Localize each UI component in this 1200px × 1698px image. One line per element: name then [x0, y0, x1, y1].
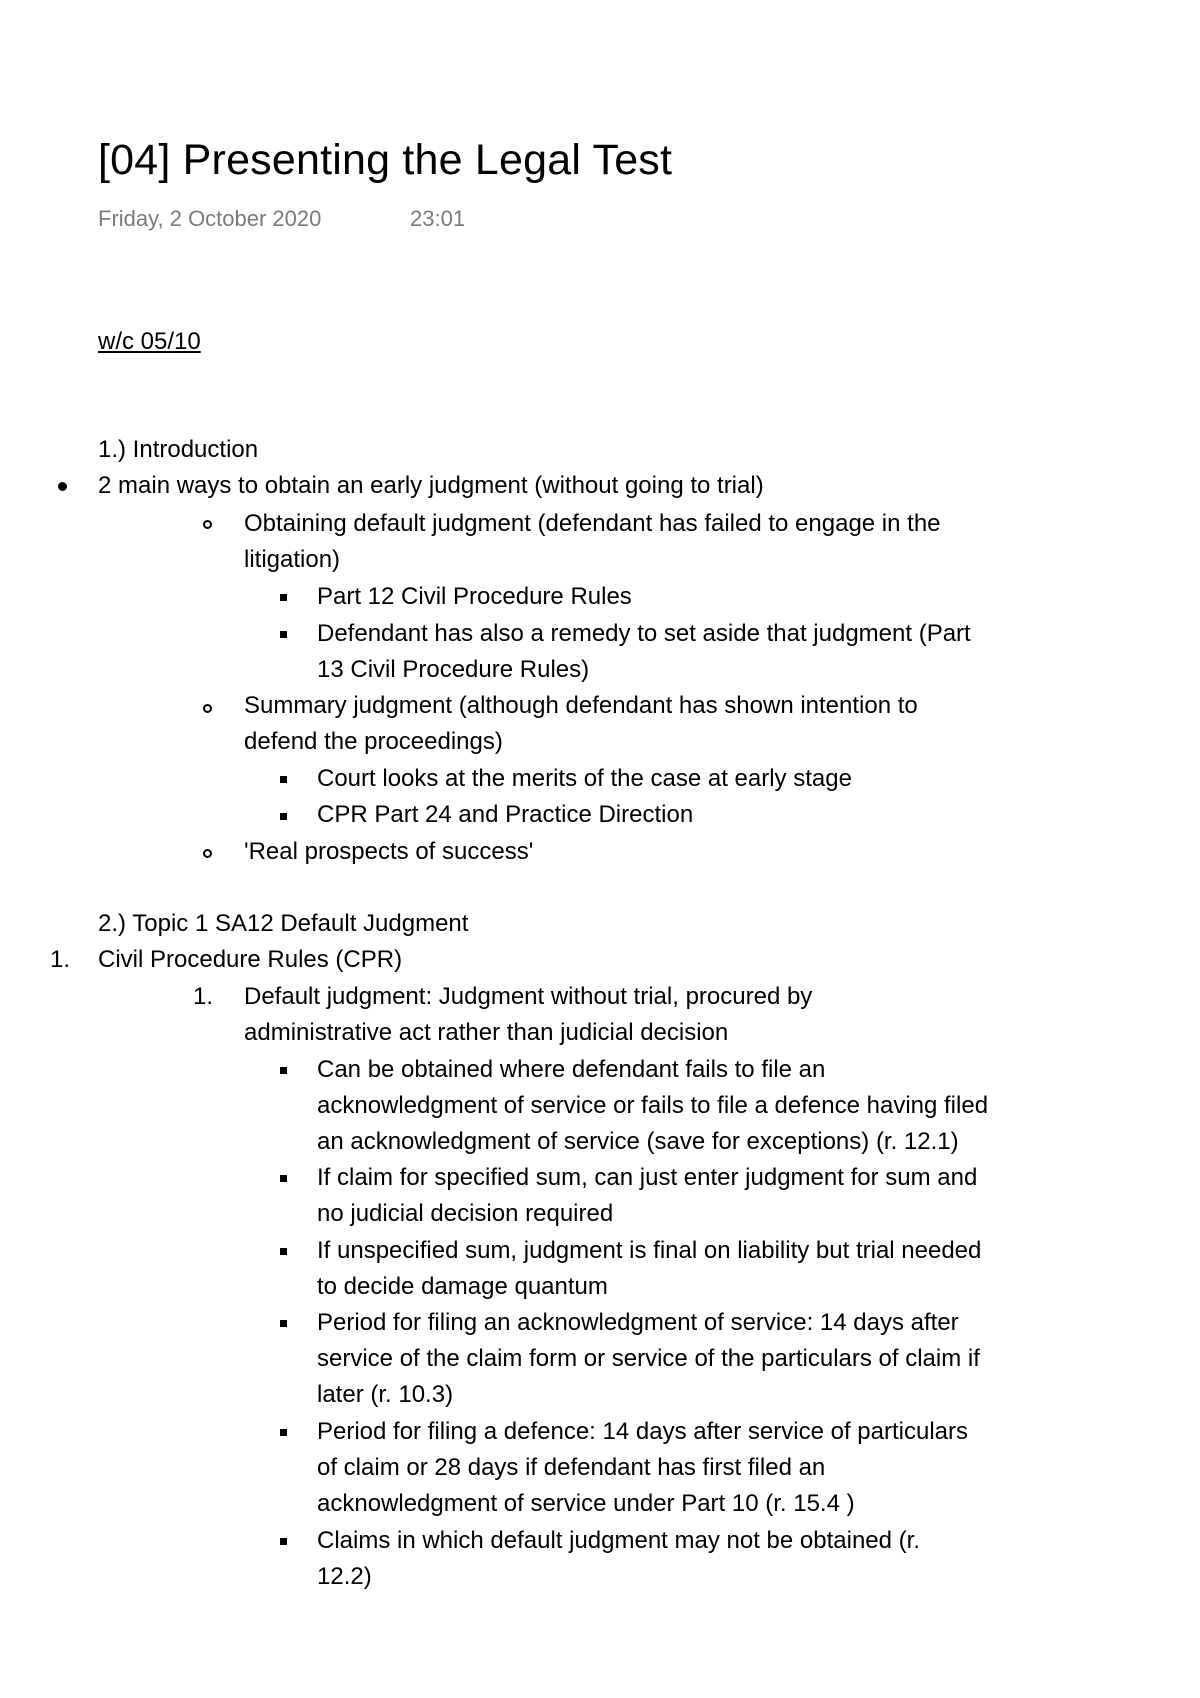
bullet-square-icon	[280, 631, 287, 638]
bullet-circle-icon	[203, 849, 212, 858]
bullet-square-icon	[280, 1175, 287, 1182]
list-item: If unspecified sum, judgment is final on liability but trial needed	[317, 1237, 982, 1264]
list-item: Obtaining default judgment (defendant has failed to engage in the	[244, 510, 941, 537]
list-item: 'Real prospects of success'	[244, 838, 534, 865]
bullet-square-icon	[280, 1067, 287, 1074]
list-number: 1.	[193, 983, 214, 1010]
note-date: Friday, 2 October 2020	[98, 206, 322, 231]
list-item: CPR Part 24 and Practice Direction	[317, 801, 694, 828]
bullet-square-icon	[280, 1429, 287, 1436]
bullet-square-icon	[280, 776, 287, 783]
list-item: 2 main ways to obtain an early judgment (without going to trial)	[98, 472, 764, 499]
note-meta	[98, 206, 466, 232]
list-item-continuation: acknowledgment of service under Part 10 (r. 15.4 )	[317, 1490, 855, 1517]
list-item: Summary judgment (although defendant has shown intention to	[244, 692, 918, 719]
list-item: Part 12 Civil Procedure Rules	[317, 583, 632, 610]
list-item-continuation: defend the proceedings)	[244, 728, 503, 755]
list-item: If claim for specified sum, can just enter judgment for sum and	[317, 1164, 978, 1191]
bullet-circle-icon	[203, 704, 212, 713]
bullet-square-icon	[280, 1538, 287, 1545]
list-item-continuation: 12.2)	[317, 1563, 372, 1590]
list-item: Claims in which default judgment may not be obtained (r.	[317, 1527, 920, 1554]
note-time: 23:01	[410, 206, 466, 231]
list-item: Court looks at the merits of the case at early stage	[317, 765, 852, 792]
list-item-continuation: of claim or 28 days if defendant has first filed an	[317, 1454, 826, 1481]
list-item: Civil Procedure Rules (CPR)	[98, 946, 403, 973]
list-item: Default judgment: Judgment without trial, procured by	[244, 983, 813, 1010]
list-item: Defendant has also a remedy to set aside that judgment (Part	[317, 620, 971, 647]
week-heading: w/c 05/10	[98, 328, 201, 355]
list-item-continuation: litigation)	[244, 546, 341, 573]
section-heading-introduction: 1.) Introduction	[98, 436, 259, 463]
bullet-square-icon	[280, 813, 287, 820]
section-heading-default-judgment: 2.) Topic 1 SA12 Default Judgment	[98, 910, 469, 937]
list-item: Period for filing an acknowledgment of service: 14 days after	[317, 1309, 959, 1336]
list-item-continuation: no judicial decision required	[317, 1200, 614, 1227]
bullet-square-icon	[280, 594, 287, 601]
bullet-square-icon	[280, 1248, 287, 1255]
list-item-continuation: an acknowledgment of service (save for exceptions) (r. 12.1)	[317, 1128, 959, 1155]
list-item-continuation: acknowledgment of service or fails to file a defence having filed	[317, 1092, 989, 1119]
list-item-continuation: 13 Civil Procedure Rules)	[317, 656, 590, 683]
bullet-square-icon	[280, 1320, 287, 1327]
list-item-continuation: service of the claim form or service of the particulars of claim if	[317, 1345, 980, 1372]
list-item: Can be obtained where defendant fails to file an	[317, 1056, 826, 1083]
list-item-continuation: administrative act rather than judicial decision	[244, 1019, 729, 1046]
bullet-circle-icon	[203, 520, 212, 529]
list-item-continuation: to decide damage quantum	[317, 1273, 608, 1300]
list-item-continuation: later (r. 10.3)	[317, 1381, 454, 1408]
page-title: [04] Presenting the Legal Test	[98, 136, 673, 184]
bullet-dot-icon	[58, 482, 67, 491]
list-number: 1.	[50, 946, 71, 973]
list-item: Period for filing a defence: 14 days after service of particulars	[317, 1418, 968, 1445]
